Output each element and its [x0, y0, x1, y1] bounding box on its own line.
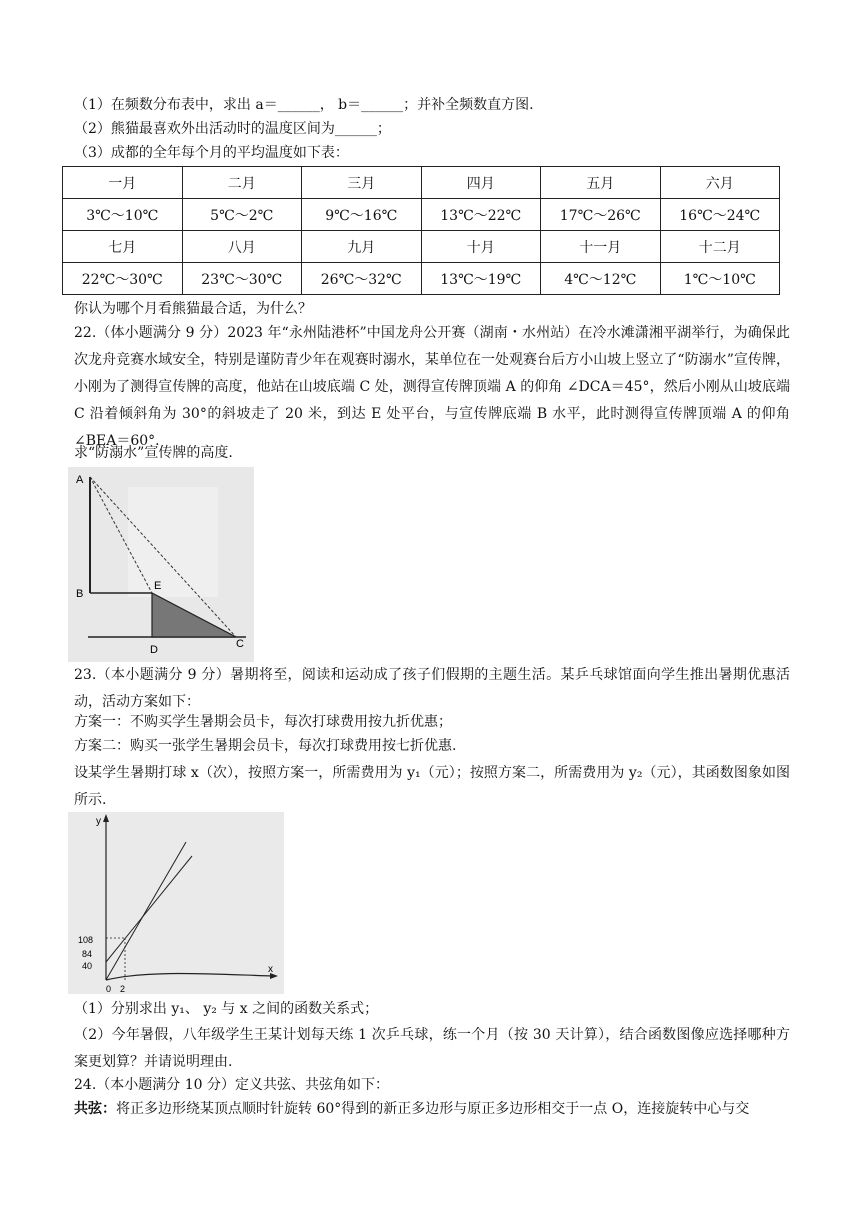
month-cell: 二月	[182, 167, 302, 199]
table-row	[63, 263, 780, 295]
table-row	[63, 167, 780, 199]
q24-definition-term: 共弦：	[74, 1101, 116, 1117]
label-A: A	[76, 474, 84, 486]
q23-plan2: 方案二：购买一张学生暑期会员卡，每次打球费用按七折优惠.	[74, 738, 457, 754]
month-cell: 十月	[421, 231, 541, 263]
temperature-cell: 16℃～24℃	[660, 199, 780, 231]
month-cell: 九月	[302, 231, 422, 263]
temperature-cell: 5℃～2℃	[182, 199, 302, 231]
q22-ask: 求“防溺水”宣传牌的高度.	[74, 445, 233, 461]
q21-part2: （2）熊猫最喜欢外出活动时的温度区间为______；	[74, 121, 391, 137]
q24-text: 24.（本小题满分 10 分）定义共弦、共弦角如下：	[74, 1077, 389, 1093]
label-B: B	[76, 588, 84, 600]
q21-part1: （1）在频数分布表中，求出 a＝______， b＝______；并补全频数直方图.	[74, 97, 534, 113]
month-cell: 五月	[541, 167, 661, 199]
month-cell: 十一月	[541, 231, 661, 263]
table-row	[63, 199, 780, 231]
table-row	[63, 231, 780, 263]
label-E: E	[154, 580, 162, 592]
q22-text: 22.（体小题满分 9 分）2023 年“永州陆港杯”中国龙舟公开赛（湖南・水州站）在冷水滩潇湘平湖举行，为确保此次龙舟竞赛水域安全，特别是谨防青少年在观赛时溺水，某单位在一处观赛台后方小山坡上竖立了“防溺水”宣传牌，小刚为了测得宣传牌的高度，他站在山坡底端 C 处，测得宣传牌顶端 A 的仰角 ∠DCA＝45°，然后小刚从山坡底端 C 沿着倾斜角为 30°的斜坡走了 20 米，到达 E 处平台，与宣传牌底端 B 水平，此时测得宣传牌顶端 A 的仰角 ∠BEA＝60°.	[74, 325, 790, 449]
x-tick-2: 2	[120, 984, 126, 994]
x-tick-0: 0	[106, 984, 112, 994]
q24-definition	[74, 1098, 794, 1120]
monthly-temperature-table	[62, 166, 780, 295]
q22-slope-figure	[68, 467, 254, 662]
y-tick-108: 108	[78, 935, 94, 945]
temperature-cell: 22℃～30℃	[63, 263, 183, 295]
q21-question: 你认为哪个月看熊猫最合适，为什么？	[74, 301, 312, 317]
q23-part1: （1）分别求出 y₁、 y₂ 与 x 之间的函数关系式；	[74, 1001, 379, 1017]
q24-definition-body: 将正多边形绕某顶点顺时针旋转 60°得到的新正多边形与原正多边形相交于一点 O，连接旋转中心与交	[116, 1101, 750, 1117]
temperature-cell: 17℃～26℃	[541, 199, 661, 231]
temperature-cell: 26℃～32℃	[302, 263, 422, 295]
label-D: D	[150, 644, 158, 656]
q23-plan1: 方案一：不购买学生暑期会员卡，每次打球费用按九折优惠；	[74, 714, 452, 730]
month-cell: 一月	[63, 167, 183, 199]
temperature-cell: 13℃～22℃	[421, 199, 541, 231]
temperature-cell: 23℃～30℃	[182, 263, 302, 295]
q23-function-graph	[68, 812, 284, 994]
q23-part2: （2）今年暑假，八年级学生王某计划每天练 1 次乒乓球，练一个月（按 30 天计算），结合函数图像应选择哪种方案更划算？并请说明理由.	[74, 1027, 790, 1070]
month-cell: 三月	[302, 167, 422, 199]
q21-part3: （3）成都的全年每个月的平均温度如下表：	[74, 145, 349, 161]
label-C: C	[236, 638, 244, 650]
y-tick-84: 84	[82, 949, 93, 959]
y-axis-label: y	[96, 816, 101, 827]
temperature-cell: 9℃～16℃	[302, 199, 422, 231]
month-cell: 四月	[421, 167, 541, 199]
x-axis-label: x	[268, 964, 273, 975]
temperature-cell: 1℃～10℃	[660, 263, 780, 295]
temperature-cell: 3℃～10℃	[63, 199, 183, 231]
month-cell: 十二月	[660, 231, 780, 263]
month-cell: 六月	[660, 167, 780, 199]
q23-text: 23.（本小题满分 9 分）暑期将至，阅读和运动成了孩子们假期的主题生活。某乒乓球馆面向学生推出暑期优惠活动，活动方案如下：	[74, 667, 790, 710]
y-tick-40: 40	[82, 961, 93, 971]
q23-setup: 设某学生暑期打球 x（次），按照方案一，所需费用为 y₁（元）；按照方案二，所需费用为 y₂（元），其函数图象如图所示.	[74, 765, 790, 808]
temperature-cell: 4℃～12℃	[541, 263, 661, 295]
month-cell: 七月	[63, 231, 183, 263]
temperature-cell: 13℃～19℃	[421, 263, 541, 295]
month-cell: 八月	[182, 231, 302, 263]
